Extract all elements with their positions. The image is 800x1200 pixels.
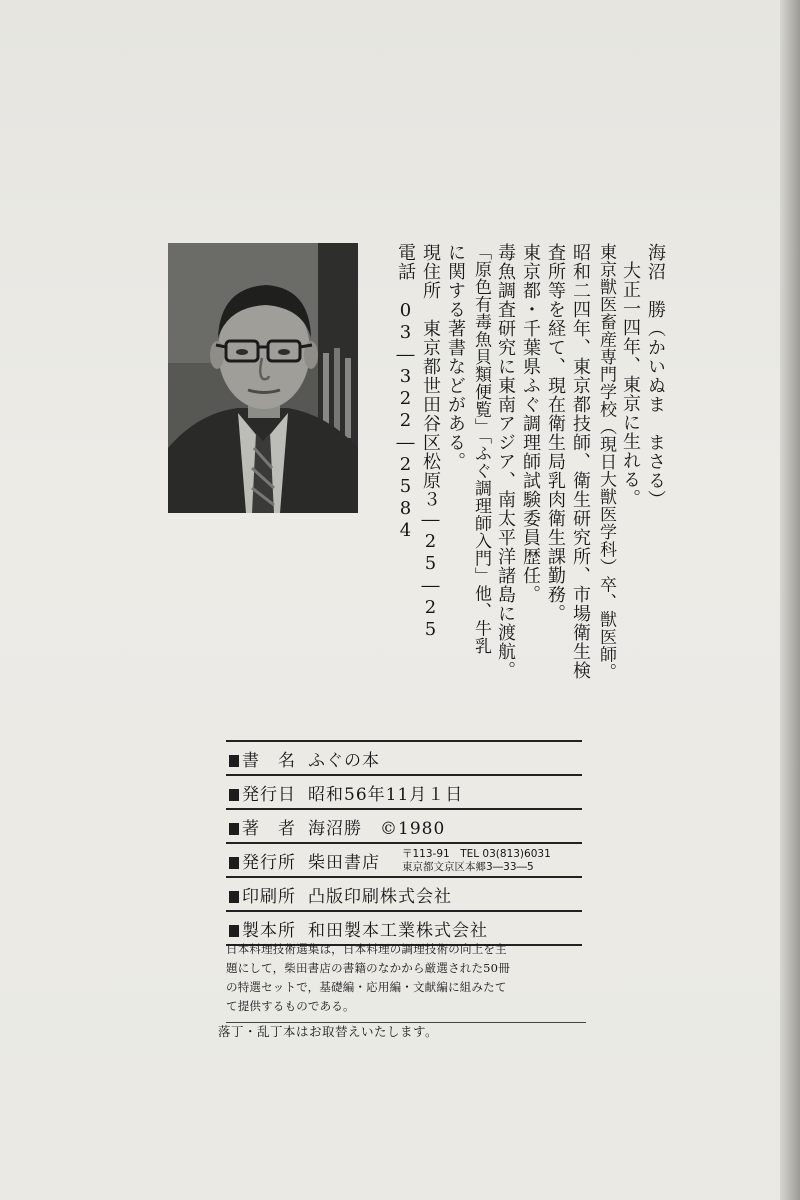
bio-line: 現住所 東京都世田谷区松原３―25―25 bbox=[420, 243, 441, 641]
bio-line: 毒魚調査研究に東南アジア、南太平洋諸島に渡航。 bbox=[495, 243, 516, 680]
publisher-name: 柴田書店 bbox=[308, 853, 380, 873]
publisher-postal-phone: 〒113-91 TEL 03(813)6031 bbox=[402, 848, 551, 860]
series-note-line: 日本料理技術選集は，日本料理の調理技術の向上を主 bbox=[226, 942, 507, 956]
printer-name: 凸版印刷株式会社 bbox=[308, 887, 452, 907]
bio-line: 東京都・千葉県ふぐ調理師試験委員歴任。 bbox=[520, 243, 541, 604]
square-mark-icon bbox=[229, 789, 239, 801]
colophon-row-title bbox=[226, 740, 582, 776]
colophon-row-printer bbox=[226, 878, 582, 912]
colophon-label: 書 名 bbox=[242, 751, 296, 771]
square-mark-icon bbox=[229, 755, 239, 767]
bio-line: に関する著書などがある。 bbox=[445, 243, 466, 471]
series-description bbox=[226, 940, 586, 1023]
colophon-table bbox=[226, 740, 582, 946]
colophon-label: 著 者 bbox=[242, 819, 296, 839]
misprint-notice: 落丁・乱丁本はお取替えいたします。 bbox=[218, 1024, 439, 1039]
author-biography bbox=[368, 243, 668, 681]
square-mark-icon bbox=[229, 823, 239, 835]
bio-line: 昭和二四年、東京都技師、衛生研究所、市場衛生検 bbox=[570, 243, 591, 680]
series-note-line: 題にして，柴田書店の書籍のなかから厳選された50冊 bbox=[226, 961, 510, 975]
publisher-contact bbox=[402, 848, 551, 874]
series-note-line: の特選セットで，基礎編・応用編・文献編に組みたて bbox=[226, 980, 507, 994]
colophon-label: 製本所 bbox=[242, 921, 296, 941]
colophon-row-publisher bbox=[226, 844, 582, 878]
binder-name: 和田製本工業株式会社 bbox=[308, 921, 488, 941]
colophon-label: 印刷所 bbox=[242, 887, 296, 907]
colophon-row-author bbox=[226, 810, 582, 844]
square-mark-icon bbox=[229, 891, 239, 903]
author-photo bbox=[168, 243, 358, 513]
book-gutter bbox=[780, 0, 800, 1200]
bio-line: 大正一四年、東京に生れる。 bbox=[620, 261, 641, 508]
bio-line: 査所等を経て、現在衛生局乳肉衛生課勤務。 bbox=[545, 243, 566, 623]
bio-line: 電話 03―322―2584 bbox=[395, 243, 416, 542]
colophon-label: 発行所 bbox=[242, 853, 296, 873]
colophon-row-date bbox=[226, 776, 582, 810]
square-mark-icon bbox=[229, 925, 239, 937]
publisher-address: 東京都文京区本郷3―33―5 bbox=[402, 861, 534, 873]
colophon-label: 発行日 bbox=[242, 785, 296, 805]
author-copyright: 海沼勝 ©1980 bbox=[308, 819, 446, 839]
square-mark-icon bbox=[229, 857, 239, 869]
series-note-line: て提供するものである。 bbox=[226, 999, 355, 1013]
book-title: ふぐの本 bbox=[308, 751, 380, 771]
author-name: 海沼 勝（かいぬま まさる） bbox=[645, 243, 666, 509]
bio-line: 東京獣医畜産専門学校（現日大獣医学科）卒、獣医師。 bbox=[596, 243, 616, 681]
publish-date: 昭和56年11月１日 bbox=[308, 785, 464, 805]
bio-line: 「原色有毒魚貝類便覧」「ふぐ調理師入門」他、牛乳 bbox=[471, 243, 491, 655]
